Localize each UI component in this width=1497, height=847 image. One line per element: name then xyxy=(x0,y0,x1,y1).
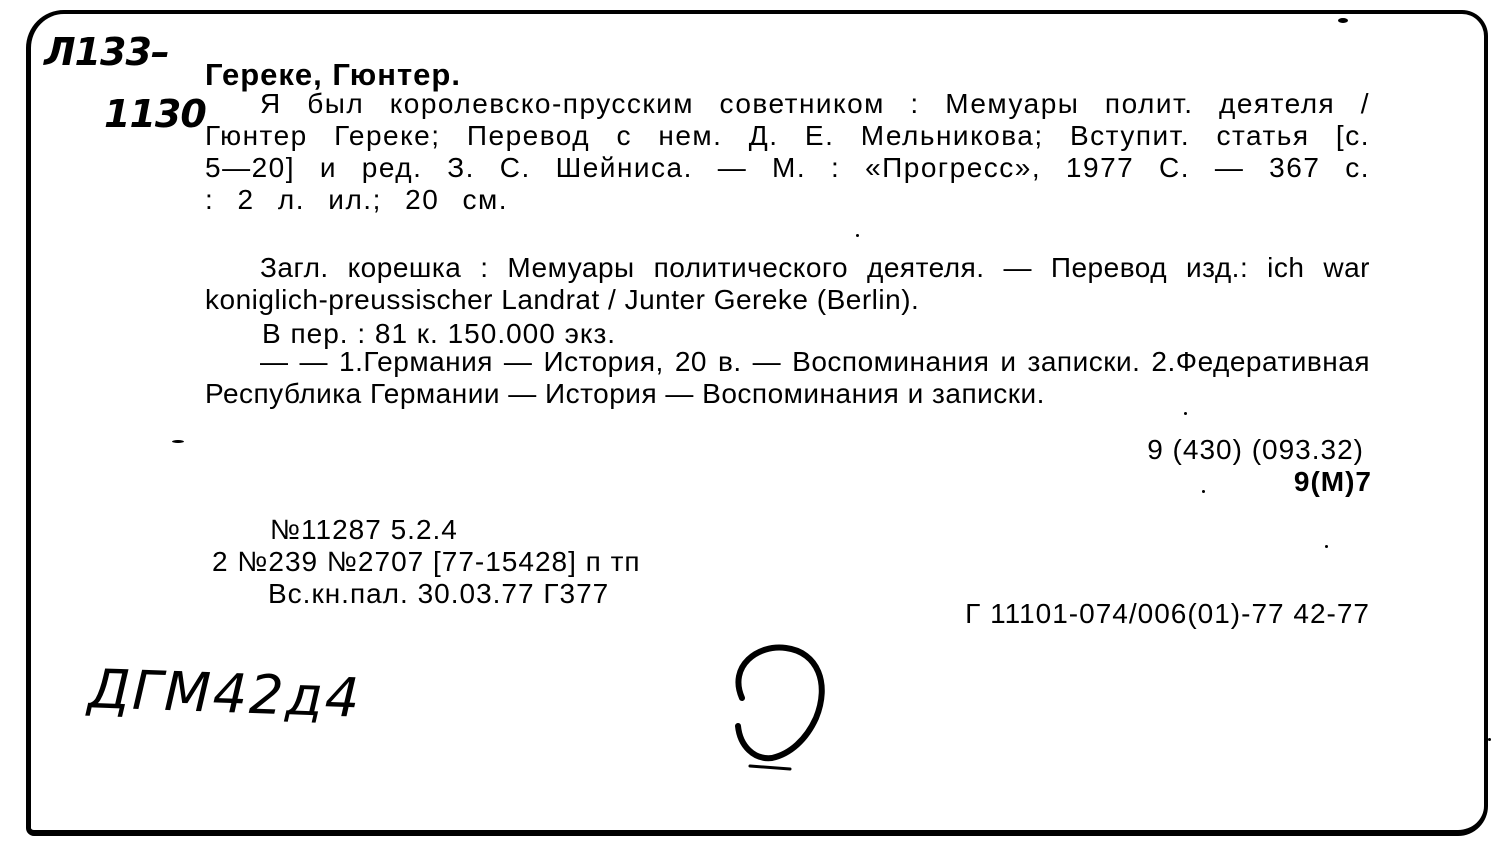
speck xyxy=(1184,412,1187,415)
code-line: Г 11101-074/006(01)-77 42-77 xyxy=(965,598,1370,629)
shelf-mark-line-1: Л133– xyxy=(44,30,169,74)
bibliographic-description: Я был королевско-прусским советником : Мемуары полит. деятеля / Гюнтер Гереке; Перевод с нем. Д. Е. Мельникова; Вступит. статья [с. 5—20] и ред. З. С. Шейниса. — М. : «Прогресс», 1977 С. — 367 с. : 2 л. ил.; 20 см. xyxy=(205,88,1370,215)
speck xyxy=(1325,545,1328,548)
speck xyxy=(1338,18,1348,23)
shelf-mark-line-2: 1130 xyxy=(104,92,206,136)
speck xyxy=(1488,738,1491,741)
hole-punch-circle xyxy=(720,636,840,776)
speck xyxy=(856,234,859,237)
inventory-mark: ДГМ42д4 xyxy=(86,657,363,730)
price-circulation: В пер. : 81 к. 150.000 экз. xyxy=(262,318,617,349)
subject-headings: — — 1.Германия — История, 20 в. — Воспоминания и записки. 2.Федеративная Республика Германии — История — Воспоминания и записки. xyxy=(205,346,1370,409)
speck xyxy=(1202,490,1205,493)
book-chamber-line: Вс.кн.пал. 30.03.77 Г377 xyxy=(268,578,610,609)
classification-index: 9 (430) (093.32) xyxy=(1147,434,1364,465)
author-heading: Гереке, Гюнтер. xyxy=(205,57,461,92)
annotation-note: Загл. корешка : Мемуары политического деятеля. — Перевод изд.: ich war koniglich-preussischer Landrat / Junter Gereke (Berlin). xyxy=(205,252,1370,315)
order-line: №11287 5.2.4 xyxy=(270,514,458,545)
speck xyxy=(172,440,184,443)
classification-index-secondary: 9(М)7 xyxy=(1293,466,1372,497)
catalog-line: 2 №239 №2707 [77-15428] п тп xyxy=(212,546,641,577)
